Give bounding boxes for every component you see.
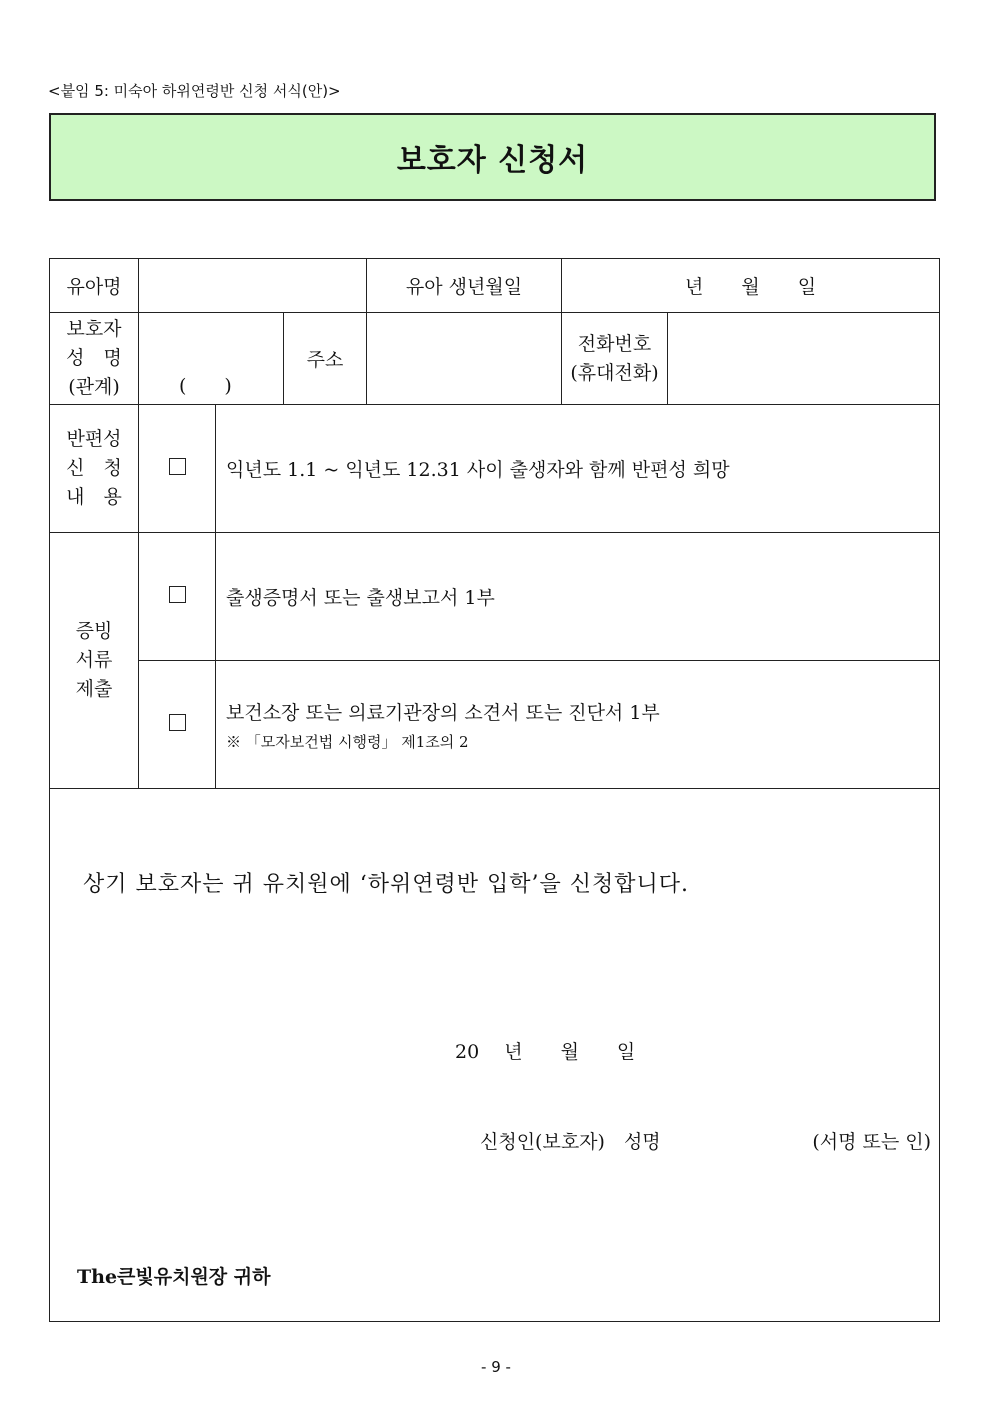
phone-field[interactable] <box>668 313 940 405</box>
child-birth-label: 유아 생년월일 <box>367 259 562 313</box>
date-line[interactable]: 20 년 월 일 <box>455 1041 636 1063</box>
doc2-cell <box>216 661 940 789</box>
addressee: The큰빛유치원장 귀하 <box>77 1266 271 1288</box>
phone-label <box>562 313 668 405</box>
doc1-checkbox-cell <box>139 533 216 661</box>
phone-label-line2: (휴대전화) <box>570 361 659 384</box>
declaration-section <box>50 789 940 1322</box>
relation-paren: ( ) <box>179 375 232 397</box>
doc2-checkbox-cell <box>139 661 216 789</box>
guardian-label-line1: 보호자 <box>66 318 122 340</box>
attachment-label: <붙임 5: 미숙아 하위연령반 신청 서식(안)> <box>48 82 341 100</box>
docs-label-line2: 서류 <box>75 649 113 671</box>
form-title-box <box>49 113 936 201</box>
class-label-line2: 신 청 <box>66 457 122 479</box>
guardian-label-line2: 성 명 <box>66 347 122 369</box>
class-option-checkbox[interactable] <box>169 458 186 475</box>
application-form-table <box>49 258 940 1322</box>
child-birth-field[interactable]: 년 월 일 <box>562 259 940 313</box>
declaration-text: 상기 보호자는 귀 유치원에 ‘하위연령반 입학’을 신청합니다. <box>83 872 689 897</box>
signature-line: 신청인(보호자) 성명 <box>480 1131 661 1153</box>
phone-label-line1: 전화번호 <box>577 332 652 355</box>
docs-label-line1: 증빙 <box>75 620 113 642</box>
doc2-checkbox[interactable] <box>169 714 186 731</box>
child-name-field[interactable] <box>139 259 367 313</box>
page-number: - 9 - <box>481 1358 511 1376</box>
form-title: 보호자 신청서 <box>396 143 589 178</box>
doc1-text: 출생증명서 또는 출생보고서 1부 <box>216 533 940 661</box>
docs-label-line3: 제출 <box>75 678 113 700</box>
doc2-note: ※ 「모자보건법 시행령」 제1조의 2 <box>226 732 469 751</box>
documents-label <box>50 533 139 789</box>
doc1-checkbox[interactable] <box>169 586 186 603</box>
class-label-line1: 반편성 <box>66 428 122 450</box>
child-name-label: 유아명 <box>50 259 139 313</box>
class-option-text: 익년도 1.1 ~ 익년도 12.31 사이 출생자와 함께 반편성 희망 <box>216 405 940 533</box>
guardian-name-field[interactable] <box>139 313 284 405</box>
guardian-label-line3: (관계) <box>68 376 120 398</box>
address-field[interactable] <box>367 313 562 405</box>
class-request-label <box>50 405 139 533</box>
doc2-text: 보건소장 또는 의료기관장의 소견서 또는 진단서 1부 <box>226 701 660 724</box>
class-option-checkbox-cell <box>139 405 216 533</box>
class-label-line3: 내 용 <box>66 486 122 508</box>
guardian-label <box>50 313 139 405</box>
signature-mark[interactable]: (서명 또는 인) <box>812 1131 932 1153</box>
address-label: 주소 <box>284 313 367 405</box>
